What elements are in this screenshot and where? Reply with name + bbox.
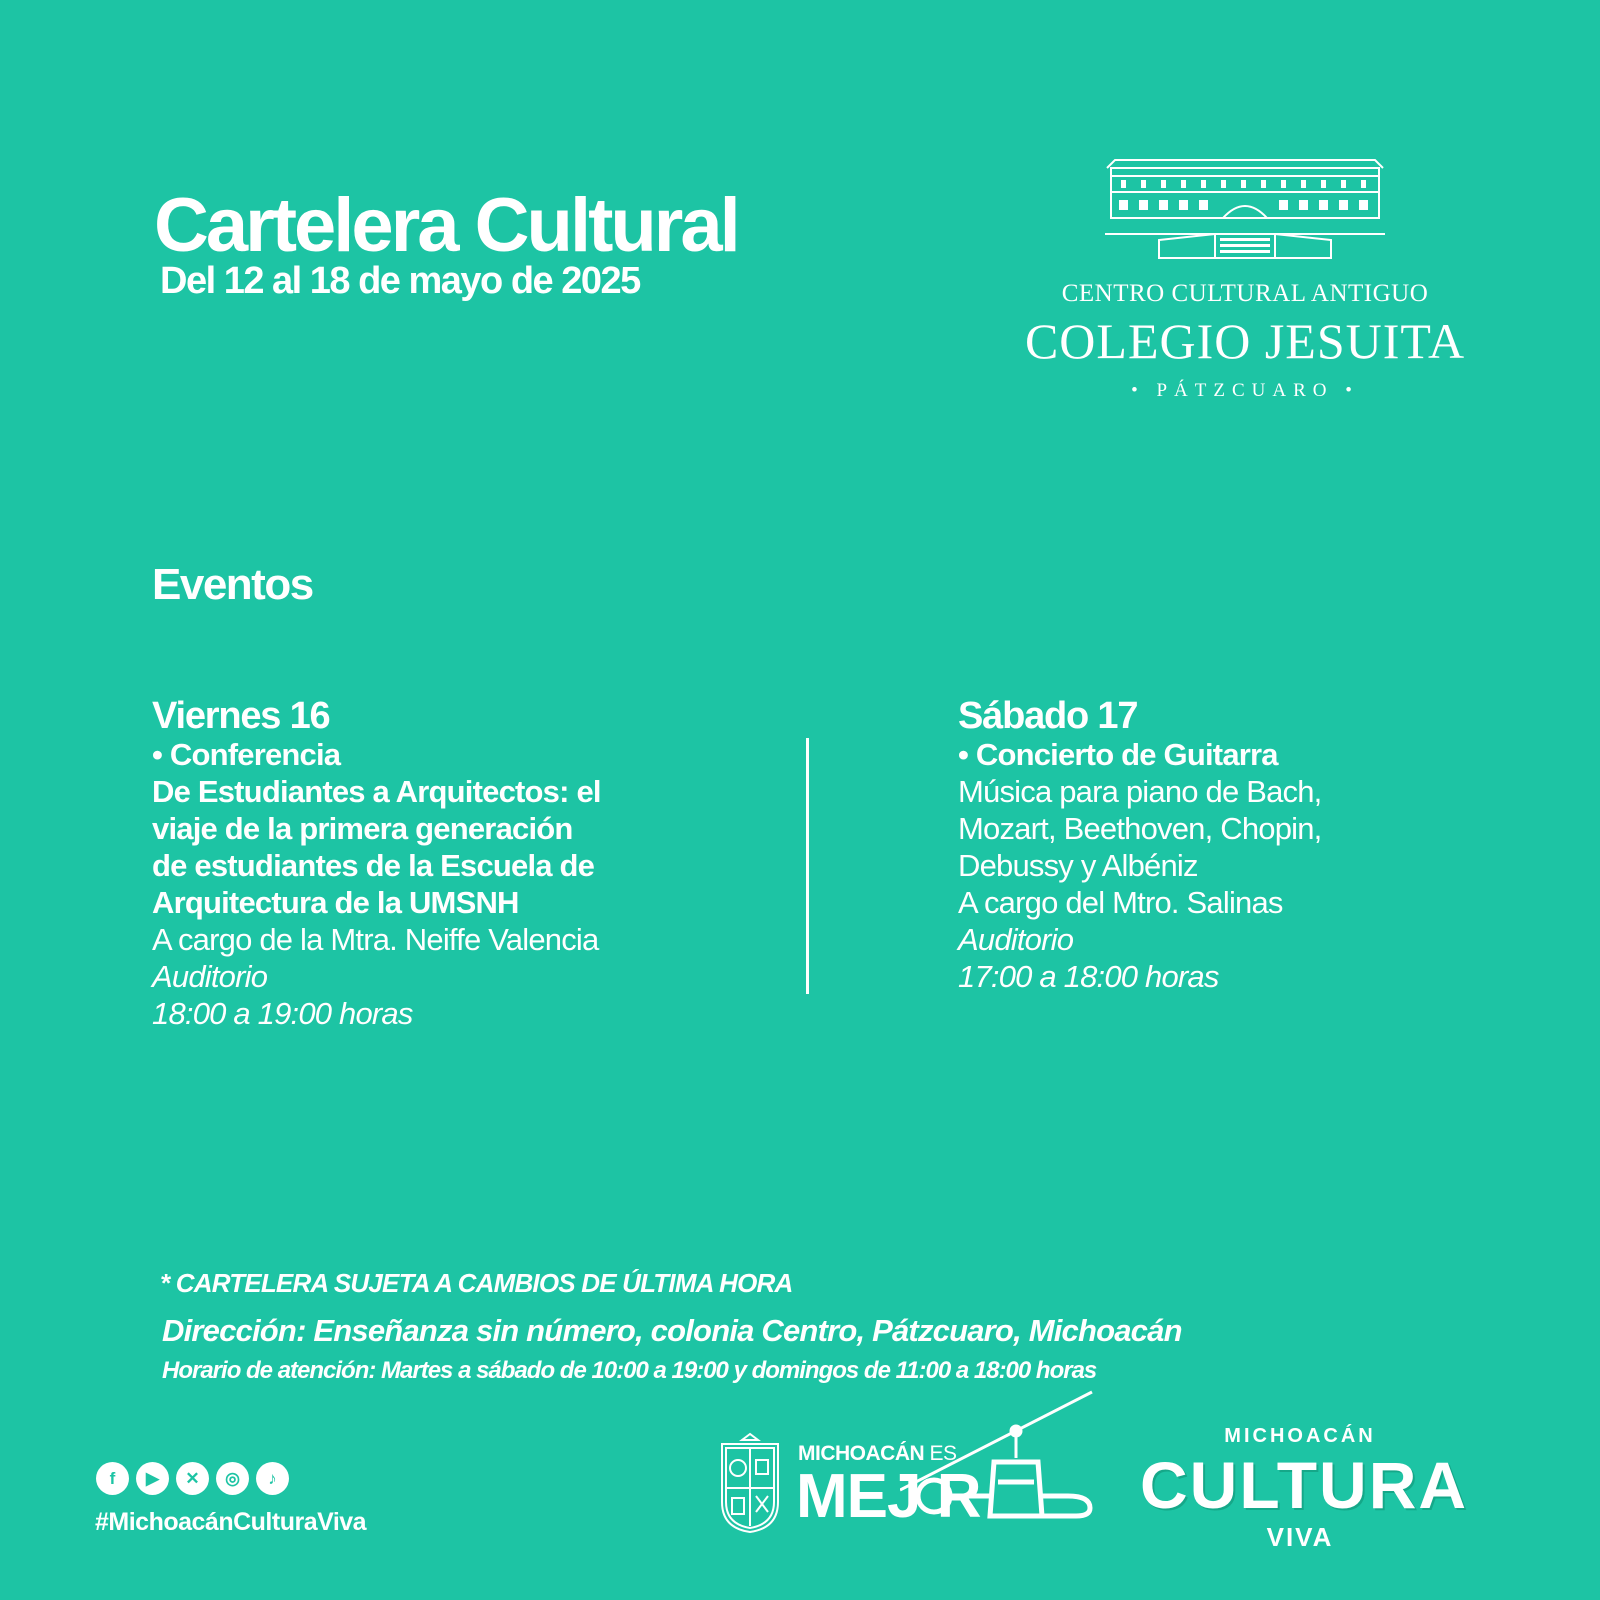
event-place: Auditorio: [958, 922, 1074, 957]
cultura-logo-top: MICHOACÁN: [1224, 1425, 1376, 1447]
tiktok-icon[interactable]: ♪: [256, 1462, 289, 1495]
event-place: Auditorio: [152, 959, 268, 994]
event-day: Viernes 16: [152, 695, 330, 737]
event-time: 18:00 a 19:00 horas: [152, 996, 413, 1031]
x-icon[interactable]: ✕: [176, 1462, 209, 1495]
date-range: Del 12 al 18 de mayo de 2025: [160, 260, 640, 302]
cultura-logo-bottom: VIVA: [1266, 1522, 1334, 1552]
mejor-wordmark: MEJ R: [796, 1462, 981, 1531]
event-time: 17:00 a 18:00 horas: [958, 959, 1219, 994]
event-card-friday: [152, 696, 752, 1032]
hashtag: #MichoacánCulturaViva: [95, 1508, 367, 1536]
address: Dirección: Enseñanza sin número, colonia Centro, Pátzcuaro, Michoacán: [162, 1313, 1182, 1348]
page-title: Cartelera Cultural: [154, 183, 738, 268]
changes-notice: * CARTELERA SUJETA A CAMBIOS DE ÚLTIMA HORA: [160, 1268, 793, 1298]
instagram-icon[interactable]: ◎: [216, 1462, 249, 1495]
es-word: ES: [929, 1442, 957, 1465]
event-title-line: De Estudiantes a Arquitectos: el: [152, 774, 601, 809]
event-kind: • Concierto de Guitarra: [958, 737, 1278, 772]
venue-name-line2: COLEGIO JESUITA: [1024, 313, 1466, 369]
cable-car-icon: [900, 1390, 1100, 1530]
michoacan-word: MICHOACÁN: [798, 1442, 925, 1465]
youtube-icon[interactable]: ▶: [136, 1462, 169, 1495]
section-title: Eventos: [152, 560, 313, 609]
event-title-line: viaje de la primera generación: [152, 811, 573, 846]
opening-hours: Horario de atención: Martes a sábado de 10:00 a 19:00 y domingos de 11:00 a 18:00 horas: [162, 1357, 1097, 1384]
event-kind: • Conferencia: [152, 737, 341, 772]
event-title-line: Música para piano de Bach,: [958, 774, 1322, 809]
event-card-saturday: [958, 696, 1558, 995]
venue-city: • PÁTZCUARO •: [1131, 380, 1359, 401]
cultura-logo-main: CULTURA: [1140, 1448, 1469, 1522]
coat-of-arms-icon: [718, 1432, 782, 1534]
venue-name-line1: CENTRO CULTURAL ANTIGUO: [1061, 280, 1429, 307]
facebook-icon[interactable]: f: [96, 1462, 129, 1495]
event-title-line: Arquitectura de la UMSNH: [152, 885, 519, 920]
social-icons: [96, 1462, 289, 1495]
event-host: A cargo de la Mtra. Neiffe Valencia: [152, 922, 599, 957]
event-host: A cargo del Mtro. Salinas: [958, 885, 1283, 920]
event-title-line: Debussy y Albéniz: [958, 848, 1198, 883]
event-title-line: de estudiantes de la Escuela de: [152, 848, 595, 883]
building-logo-icon: [1105, 158, 1385, 264]
column-divider: [806, 738, 809, 994]
event-title-line: Mozart, Beethoven, Chopin,: [958, 811, 1322, 846]
event-day: Sábado 17: [958, 695, 1138, 737]
